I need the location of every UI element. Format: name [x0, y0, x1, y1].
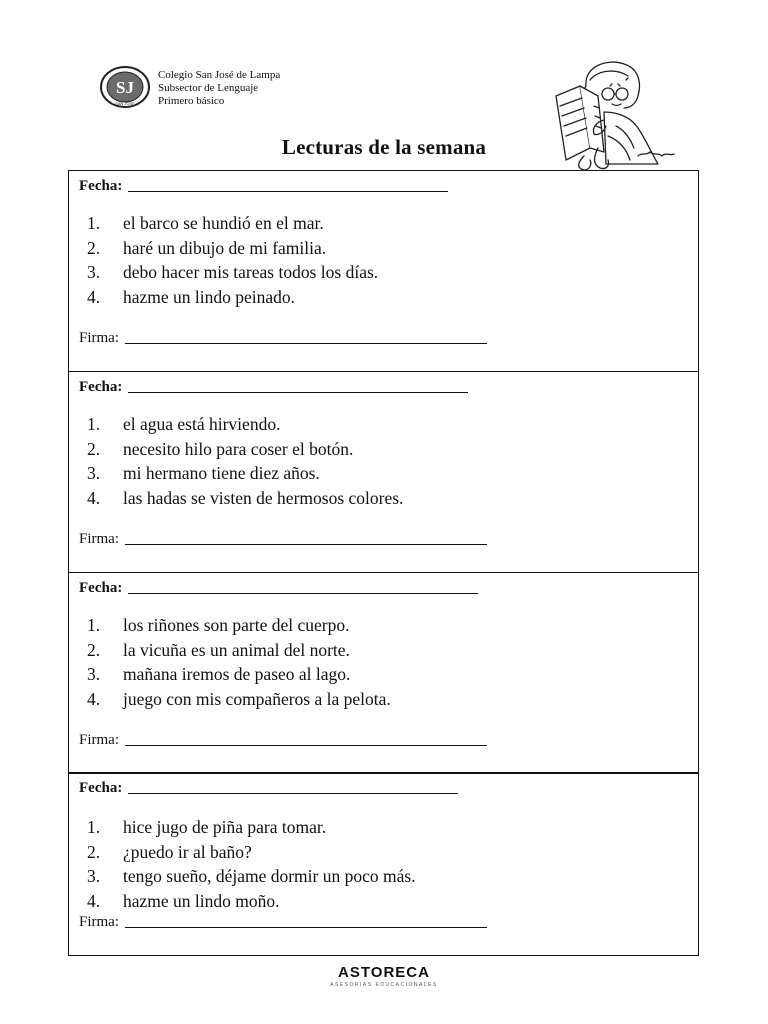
reading-section-3 [68, 572, 699, 774]
list-item: 3. tengo sueño, déjame dormir un poco más. [87, 866, 416, 886]
date-line[interactable] [128, 779, 458, 794]
school-grade: Primero básico [158, 95, 225, 107]
list-item: 3. mi hermano tiene diez años. [87, 463, 320, 483]
list-item: 1. el barco se hundió en el mar. [87, 213, 324, 233]
list-item: 3. mañana iremos de paseo al lago. [87, 664, 351, 684]
signature-line[interactable] [125, 913, 487, 928]
signature-line[interactable] [125, 530, 487, 545]
date-line[interactable] [128, 579, 478, 594]
list-item: 4. las hadas se visten de hermosos colores. [87, 487, 404, 508]
list-item: 1. hice jugo de piña para tomar. [87, 817, 327, 837]
list-item: 1. los riñones son parte del cuerpo. [87, 615, 350, 635]
list-item: 4. hazme un lindo peinado. [87, 286, 296, 307]
date-row [79, 378, 468, 396]
date-label: Fecha: [79, 780, 123, 796]
reading-section-1 [68, 170, 699, 372]
signature-line[interactable] [125, 731, 487, 746]
sentence-list [87, 211, 378, 309]
school-name: Colegio San José de Lampa [158, 69, 281, 81]
list-item: 2. necesito hilo para coser el botón. [87, 438, 354, 459]
date-line[interactable] [128, 378, 468, 393]
signature-label: Firma: [79, 330, 119, 346]
svg-text:SJ: SJ [116, 78, 134, 97]
brand-name: ASTORECA [338, 964, 430, 981]
sentence-list [87, 815, 416, 913]
brand-tagline: ASESORIAS EDUCACIONALES [330, 982, 438, 988]
signature-row [79, 731, 487, 749]
date-label: Fecha: [79, 580, 123, 596]
date-row [79, 177, 448, 195]
signature-row [79, 530, 487, 548]
footer-logo [0, 964, 768, 988]
date-row [79, 779, 458, 797]
sentence-list [87, 613, 391, 711]
reading-section-4 [68, 772, 699, 956]
school-subject: Subsector de Lenguaje [158, 82, 259, 94]
list-item: 4. hazme un lindo moño. [87, 890, 280, 911]
svg-text:SAN JOSE: SAN JOSE [115, 101, 135, 106]
signature-label: Firma: [79, 531, 119, 547]
signature-label: Firma: [79, 914, 119, 930]
school-info [158, 69, 280, 108]
school-seal-icon [100, 66, 150, 108]
list-item: 4. juego con mis compañeros a la pelota. [87, 688, 391, 709]
reading-section-2 [68, 371, 699, 573]
date-line[interactable] [128, 177, 448, 192]
date-label: Fecha: [79, 178, 123, 194]
sentence-list [87, 412, 403, 510]
list-item: 3. debo hacer mis tareas todos los días. [87, 262, 379, 282]
list-item: 2. haré un dibujo de mi familia. [87, 237, 327, 258]
date-label: Fecha: [79, 379, 123, 395]
date-row [79, 579, 478, 597]
list-item: 2. ¿puedo ir al baño? [87, 841, 252, 862]
signature-row [79, 329, 487, 347]
list-item: 2. la vicuña es un animal del norte. [87, 639, 350, 660]
list-item: 1. el agua está hirviendo. [87, 414, 281, 434]
signature-row [79, 913, 487, 931]
page-title: Lecturas de la semana [281, 135, 487, 159]
signature-line[interactable] [125, 329, 487, 344]
signature-label: Firma: [79, 732, 119, 748]
